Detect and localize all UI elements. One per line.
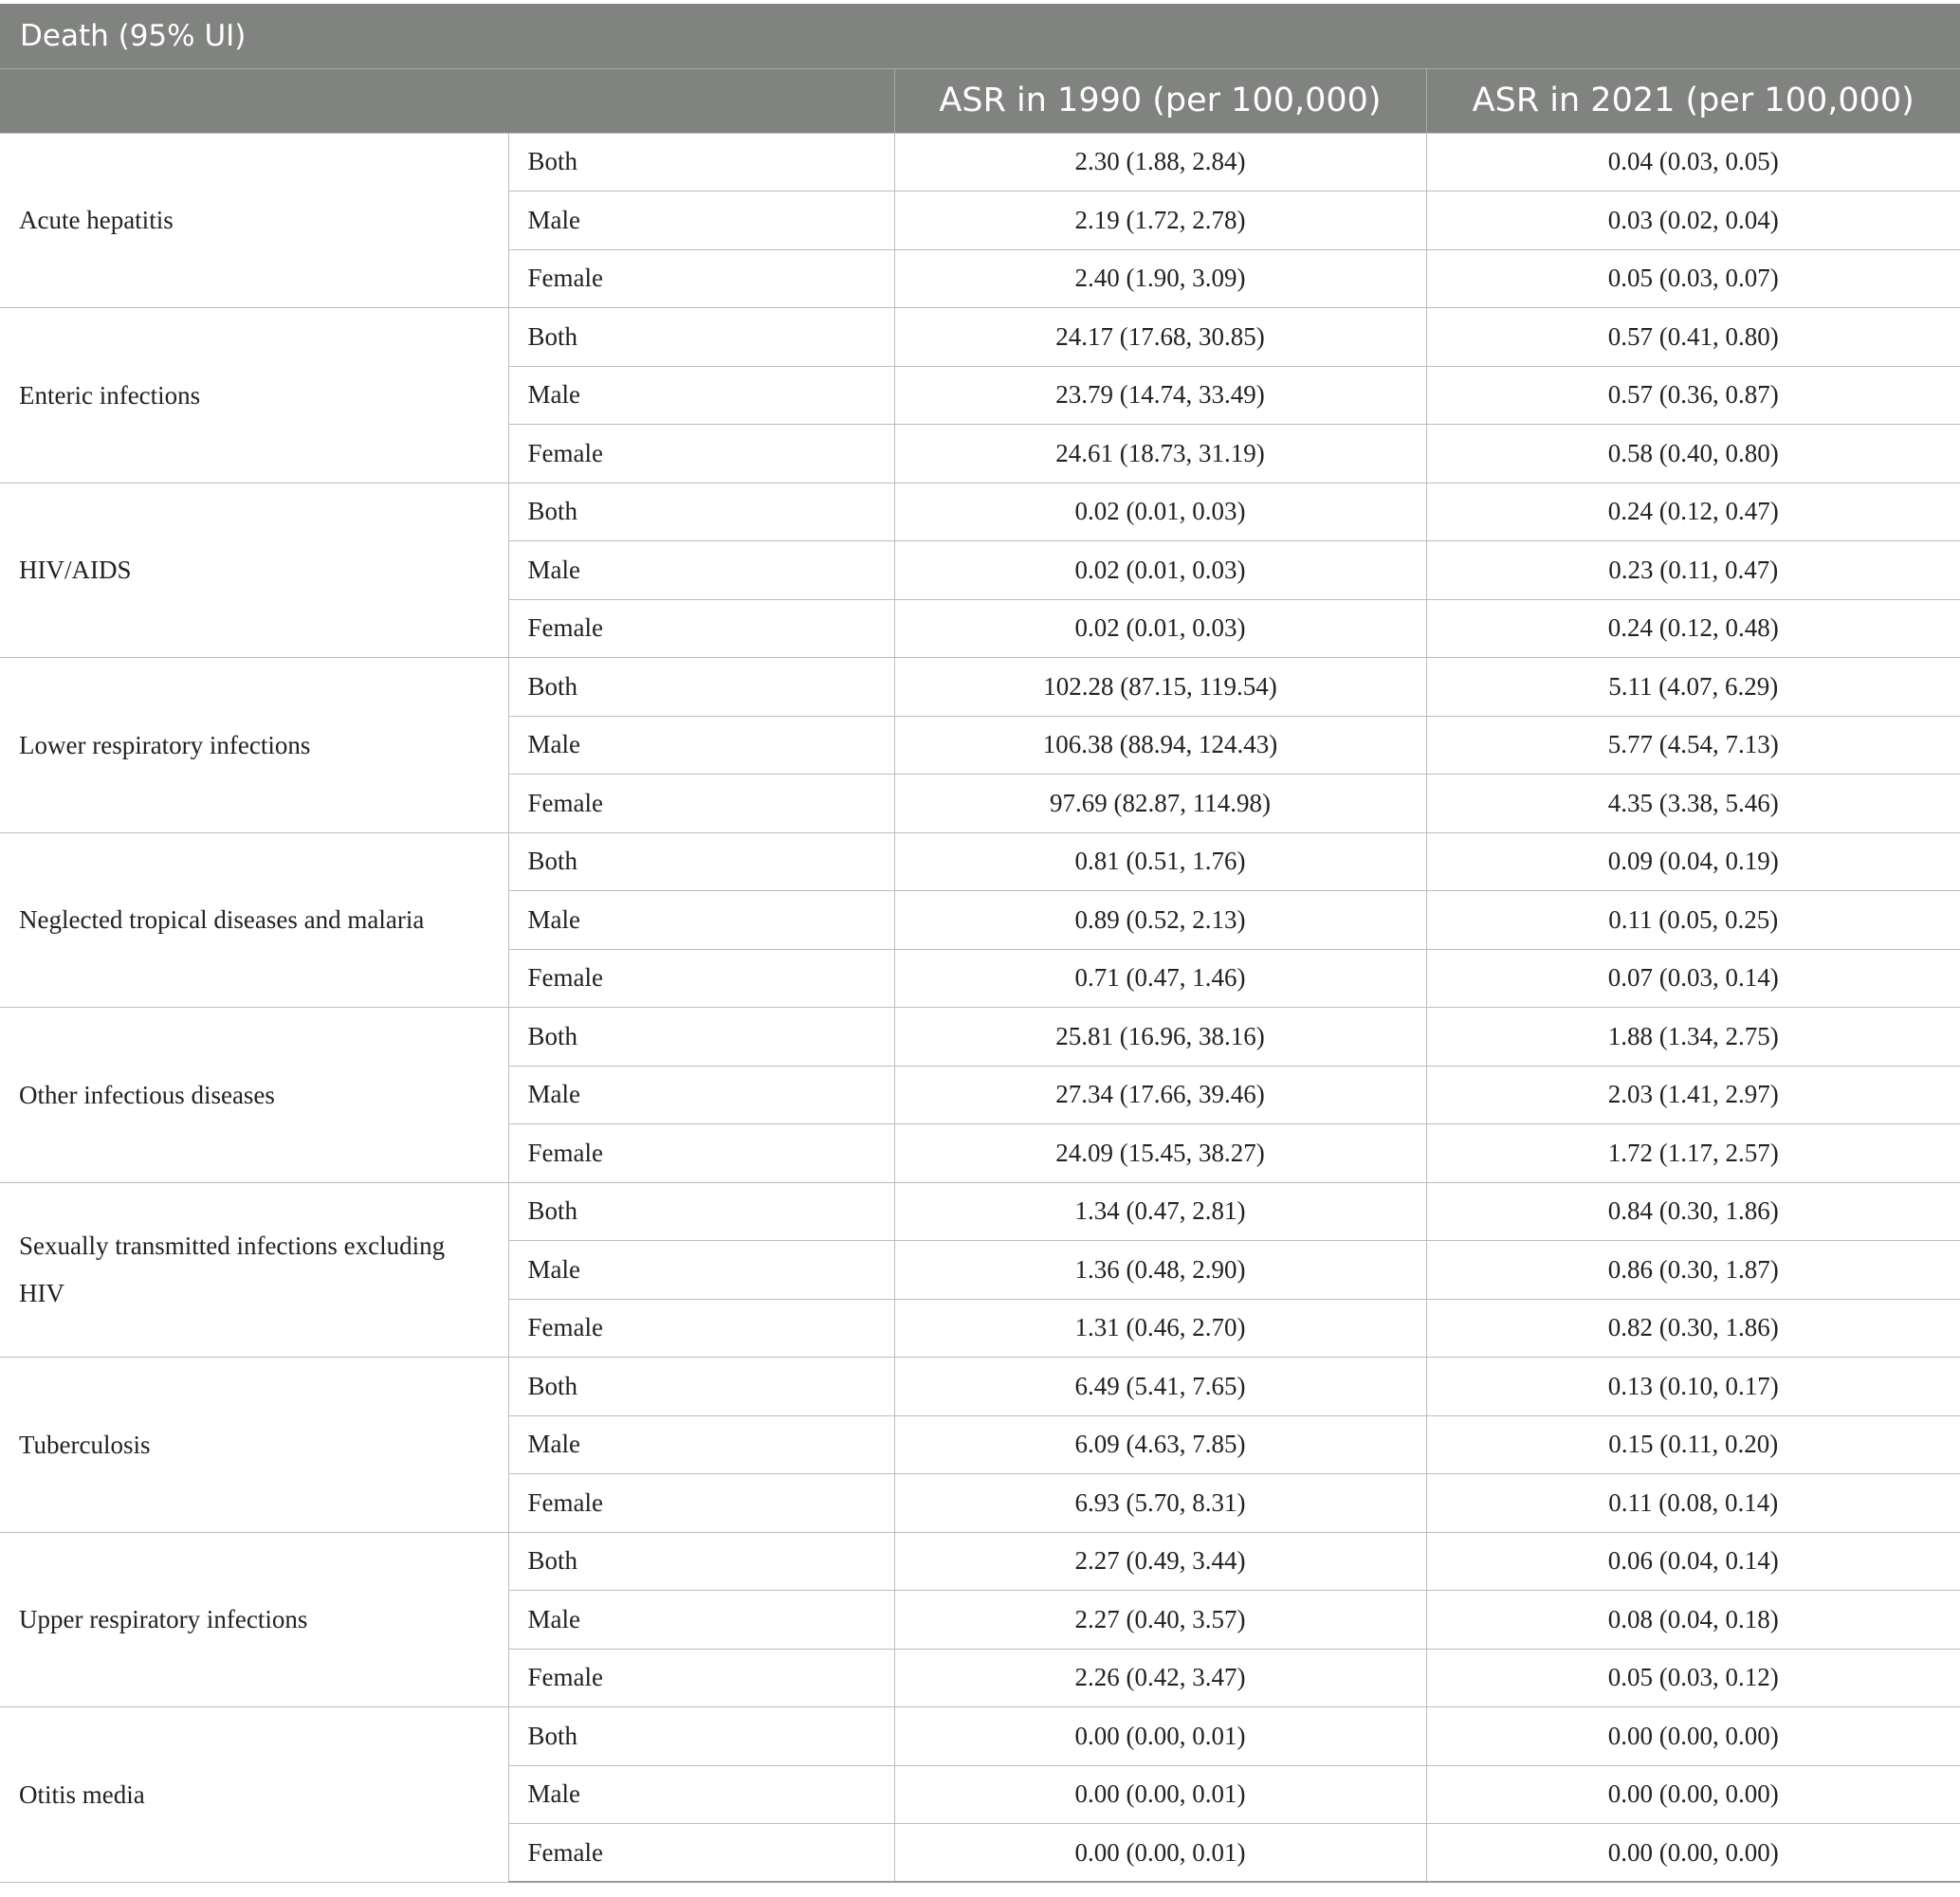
- asr-1990-cell: 0.00 (0.00, 0.01): [894, 1707, 1426, 1766]
- sex-cell: Both: [508, 1182, 894, 1241]
- table-row: [0, 1532, 1960, 1591]
- cause-cell: Neglected tropical diseases and malaria: [0, 832, 508, 1008]
- table-row: [0, 483, 1960, 541]
- asr-1990-cell: 0.00 (0.00, 0.01): [894, 1765, 1426, 1824]
- asr-1990-cell: 1.36 (0.48, 2.90): [894, 1241, 1426, 1300]
- asr-1990-cell: 1.31 (0.46, 2.70): [894, 1299, 1426, 1358]
- sex-cell: Female: [508, 1299, 894, 1358]
- asr-1990-cell: 2.27 (0.40, 3.57): [894, 1591, 1426, 1650]
- asr-2021-cell: 0.05 (0.03, 0.07): [1426, 249, 1960, 308]
- asr-1990-cell: 106.38 (88.94, 124.43): [894, 716, 1426, 775]
- asr-2021-cell: 0.15 (0.11, 0.20): [1426, 1415, 1960, 1474]
- table-body: [0, 133, 1960, 1882]
- asr-2021-cell: 0.24 (0.12, 0.48): [1426, 599, 1960, 658]
- sex-cell: Female: [508, 1649, 894, 1707]
- asr-2021-cell: 0.58 (0.40, 0.80): [1426, 425, 1960, 483]
- sex-cell: Both: [508, 1358, 894, 1416]
- sex-cell: Both: [508, 308, 894, 367]
- sex-cell: Male: [508, 1241, 894, 1300]
- asr-2021-cell: 0.09 (0.04, 0.19): [1426, 832, 1960, 891]
- sex-cell: Male: [508, 891, 894, 950]
- sex-cell: Male: [508, 1415, 894, 1474]
- asr-2021-cell: 0.13 (0.10, 0.17): [1426, 1358, 1960, 1416]
- asr-1990-cell: 23.79 (14.74, 33.49): [894, 366, 1426, 425]
- asr-2021-cell: 5.77 (4.54, 7.13): [1426, 716, 1960, 775]
- asr-2021-cell: 0.00 (0.00, 0.00): [1426, 1707, 1960, 1766]
- asr-1990-cell: 2.19 (1.72, 2.78): [894, 192, 1426, 250]
- cause-cell: Sexually transmitted infections excluding HIV: [0, 1182, 508, 1358]
- asr-1990-cell: 0.02 (0.01, 0.03): [894, 483, 1426, 541]
- sex-cell: Female: [508, 1824, 894, 1883]
- asr-2021-cell: 0.03 (0.02, 0.04): [1426, 192, 1960, 250]
- asr-2021-cell: 0.08 (0.04, 0.18): [1426, 1591, 1960, 1650]
- cause-cell: Upper respiratory infections: [0, 1532, 508, 1707]
- header-asr-2021: ASR in 2021 (per 100,000): [1426, 68, 1960, 133]
- column-header-row: [0, 68, 1960, 133]
- asr-1990-cell: 24.09 (15.45, 38.27): [894, 1124, 1426, 1183]
- asr-1990-cell: 2.26 (0.42, 3.47): [894, 1649, 1426, 1707]
- table-row: [0, 133, 1960, 192]
- asr-2021-cell: 1.88 (1.34, 2.75): [1426, 1008, 1960, 1067]
- asr-2021-cell: 0.11 (0.08, 0.14): [1426, 1474, 1960, 1533]
- cause-cell: HIV/AIDS: [0, 483, 508, 658]
- asr-1990-cell: 0.71 (0.47, 1.46): [894, 949, 1426, 1008]
- asr-1990-cell: 0.02 (0.01, 0.03): [894, 599, 1426, 658]
- cause-cell: Tuberculosis: [0, 1358, 508, 1533]
- asr-2021-cell: 0.04 (0.03, 0.05): [1426, 133, 1960, 192]
- sex-cell: Both: [508, 1532, 894, 1591]
- sex-cell: Female: [508, 775, 894, 833]
- asr-2021-cell: 5.11 (4.07, 6.29): [1426, 658, 1960, 717]
- cause-cell: Other infectious diseases: [0, 1008, 508, 1183]
- table-row: [0, 1358, 1960, 1416]
- asr-2021-cell: 0.06 (0.04, 0.14): [1426, 1532, 1960, 1591]
- table-row: [0, 1707, 1960, 1766]
- table-row: [0, 1008, 1960, 1067]
- table-title-row: [0, 4, 1960, 68]
- asr-1990-cell: 97.69 (82.87, 114.98): [894, 775, 1426, 833]
- sex-cell: Both: [508, 133, 894, 192]
- asr-1990-cell: 27.34 (17.66, 39.46): [894, 1066, 1426, 1124]
- cause-cell: Otitis media: [0, 1707, 508, 1883]
- sex-cell: Male: [508, 366, 894, 425]
- asr-2021-cell: 0.57 (0.36, 0.87): [1426, 366, 1960, 425]
- table-row: [0, 1182, 1960, 1241]
- asr-1990-cell: 6.49 (5.41, 7.65): [894, 1358, 1426, 1416]
- asr-2021-cell: 0.00 (0.00, 0.00): [1426, 1765, 1960, 1824]
- asr-2021-cell: 0.00 (0.00, 0.00): [1426, 1824, 1960, 1883]
- sex-cell: Female: [508, 1474, 894, 1533]
- asr-1990-cell: 24.17 (17.68, 30.85): [894, 308, 1426, 367]
- asr-2021-cell: 4.35 (3.38, 5.46): [1426, 775, 1960, 833]
- sex-cell: Male: [508, 1591, 894, 1650]
- asr-1990-cell: 0.00 (0.00, 0.01): [894, 1824, 1426, 1883]
- asr-2021-cell: 0.82 (0.30, 1.86): [1426, 1299, 1960, 1358]
- sex-cell: Male: [508, 541, 894, 600]
- cause-cell: Acute hepatitis: [0, 133, 508, 308]
- asr-1990-cell: 102.28 (87.15, 119.54): [894, 658, 1426, 717]
- asr-1990-cell: 1.34 (0.47, 2.81): [894, 1182, 1426, 1241]
- asr-1990-cell: 0.02 (0.01, 0.03): [894, 541, 1426, 600]
- asr-1990-cell: 24.61 (18.73, 31.19): [894, 425, 1426, 483]
- cause-cell: Enteric infections: [0, 308, 508, 483]
- asr-1990-cell: 6.93 (5.70, 8.31): [894, 1474, 1426, 1533]
- sex-cell: Female: [508, 949, 894, 1008]
- asr-1990-cell: 0.89 (0.52, 2.13): [894, 891, 1426, 950]
- header-asr-1990: ASR in 1990 (per 100,000): [894, 68, 1426, 133]
- sex-cell: Both: [508, 832, 894, 891]
- sex-cell: Male: [508, 192, 894, 250]
- asr-2021-cell: 0.07 (0.03, 0.14): [1426, 949, 1960, 1008]
- asr-2021-cell: 0.23 (0.11, 0.47): [1426, 541, 1960, 600]
- asr-1990-cell: 2.30 (1.88, 2.84): [894, 133, 1426, 192]
- asr-2021-cell: 0.05 (0.03, 0.12): [1426, 1649, 1960, 1707]
- table-row: [0, 658, 1960, 717]
- asr-2021-cell: 0.11 (0.05, 0.25): [1426, 891, 1960, 950]
- asr-1990-cell: 25.81 (16.96, 38.16): [894, 1008, 1426, 1067]
- sex-cell: Male: [508, 716, 894, 775]
- sex-cell: Female: [508, 599, 894, 658]
- sex-cell: Both: [508, 483, 894, 541]
- asr-2021-cell: 0.84 (0.30, 1.86): [1426, 1182, 1960, 1241]
- asr-1990-cell: 2.27 (0.49, 3.44): [894, 1532, 1426, 1591]
- table-row: [0, 832, 1960, 891]
- header-blank: [0, 68, 894, 133]
- sex-cell: Both: [508, 658, 894, 717]
- asr-1990-cell: 0.81 (0.51, 1.76): [894, 832, 1426, 891]
- sex-cell: Female: [508, 1124, 894, 1183]
- sex-cell: Both: [508, 1008, 894, 1067]
- table-row: [0, 308, 1960, 367]
- sex-cell: Both: [508, 1707, 894, 1766]
- asr-2021-cell: 0.57 (0.41, 0.80): [1426, 308, 1960, 367]
- sex-cell: Male: [508, 1066, 894, 1124]
- table-title: Death (95% UI): [0, 4, 1960, 68]
- death-asr-table: [0, 4, 1960, 1883]
- asr-2021-cell: 0.24 (0.12, 0.47): [1426, 483, 1960, 541]
- sex-cell: Female: [508, 249, 894, 308]
- table-container: [0, 4, 1960, 1883]
- sex-cell: Female: [508, 425, 894, 483]
- asr-2021-cell: 0.86 (0.30, 1.87): [1426, 1241, 1960, 1300]
- cause-cell: Lower respiratory infections: [0, 658, 508, 833]
- asr-1990-cell: 2.40 (1.90, 3.09): [894, 249, 1426, 308]
- asr-2021-cell: 2.03 (1.41, 2.97): [1426, 1066, 1960, 1124]
- sex-cell: Male: [508, 1765, 894, 1824]
- asr-2021-cell: 1.72 (1.17, 2.57): [1426, 1124, 1960, 1183]
- asr-1990-cell: 6.09 (4.63, 7.85): [894, 1415, 1426, 1474]
